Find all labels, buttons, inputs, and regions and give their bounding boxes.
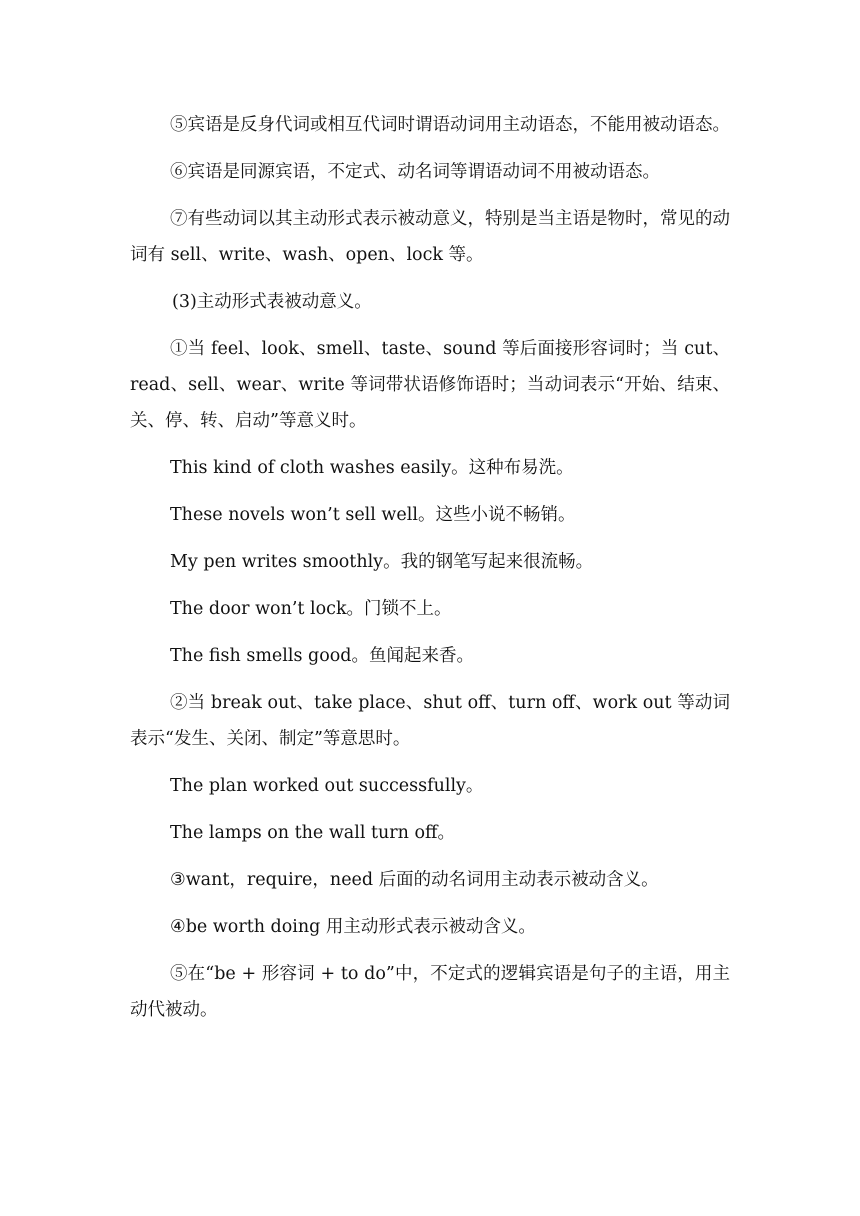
- example-sentence: The fish smells good。鱼闻起来香。: [170, 646, 474, 666]
- example-sentence: These novels won’t sell well。这些小说不畅销。: [170, 505, 576, 525]
- example-sentence: This kind of cloth washes easily。这种布易洗。: [170, 458, 574, 478]
- example-sentence: The door won’t lock。门锁不上。: [170, 599, 452, 619]
- rule-paragraph-6: ⑥宾语是同源宾语，不定式、动名词等谓语动词不用被动语态。: [170, 162, 660, 182]
- example-sentence: The lamps on the wall turn off。: [170, 823, 455, 843]
- rule-paragraph-7: ⑦有些动词以其主动形式表示被动意义，特别是当主语是物时，常见的动词有 sell、write、wash、open、lock 等。: [130, 209, 730, 265]
- rule-paragraph-4: ④be worth doing 用主动形式表示被动含义。: [170, 917, 536, 937]
- rule-paragraph-3: ③want，require，need 后面的动名词用主动表示被动含义。: [170, 870, 659, 890]
- example-sentence: The plan worked out successfully。: [170, 776, 484, 796]
- example-sentence: My pen writes smoothly。我的钢笔写起来很流畅。: [170, 552, 594, 572]
- rule-paragraph-5b: ⑤在“be + 形容词 + to do”中，不定式的逻辑宾语是句子的主语，用主动代被动。: [130, 964, 730, 1020]
- document-body: [130, 107, 730, 1039]
- section-heading: (3)主动形式表被动意义。: [172, 292, 372, 312]
- rule-paragraph-2: ②当 break out、take place、shut off、turn off、work out 等动词表示“发生、关闭、制定”等意思时。: [130, 693, 730, 749]
- rule-paragraph-5: ⑤宾语是反身代词或相互代词时谓语动词用主动语态，不能用被动语态。: [170, 115, 730, 135]
- rule-paragraph-1: ①当 feel、look、smell、taste、sound 等后面接形容词时；当 cut、read、sell、wear、write 等词带状语修饰语时；当动词表示“开始、结束、关、停、转、启动”等意义时。: [130, 339, 730, 431]
